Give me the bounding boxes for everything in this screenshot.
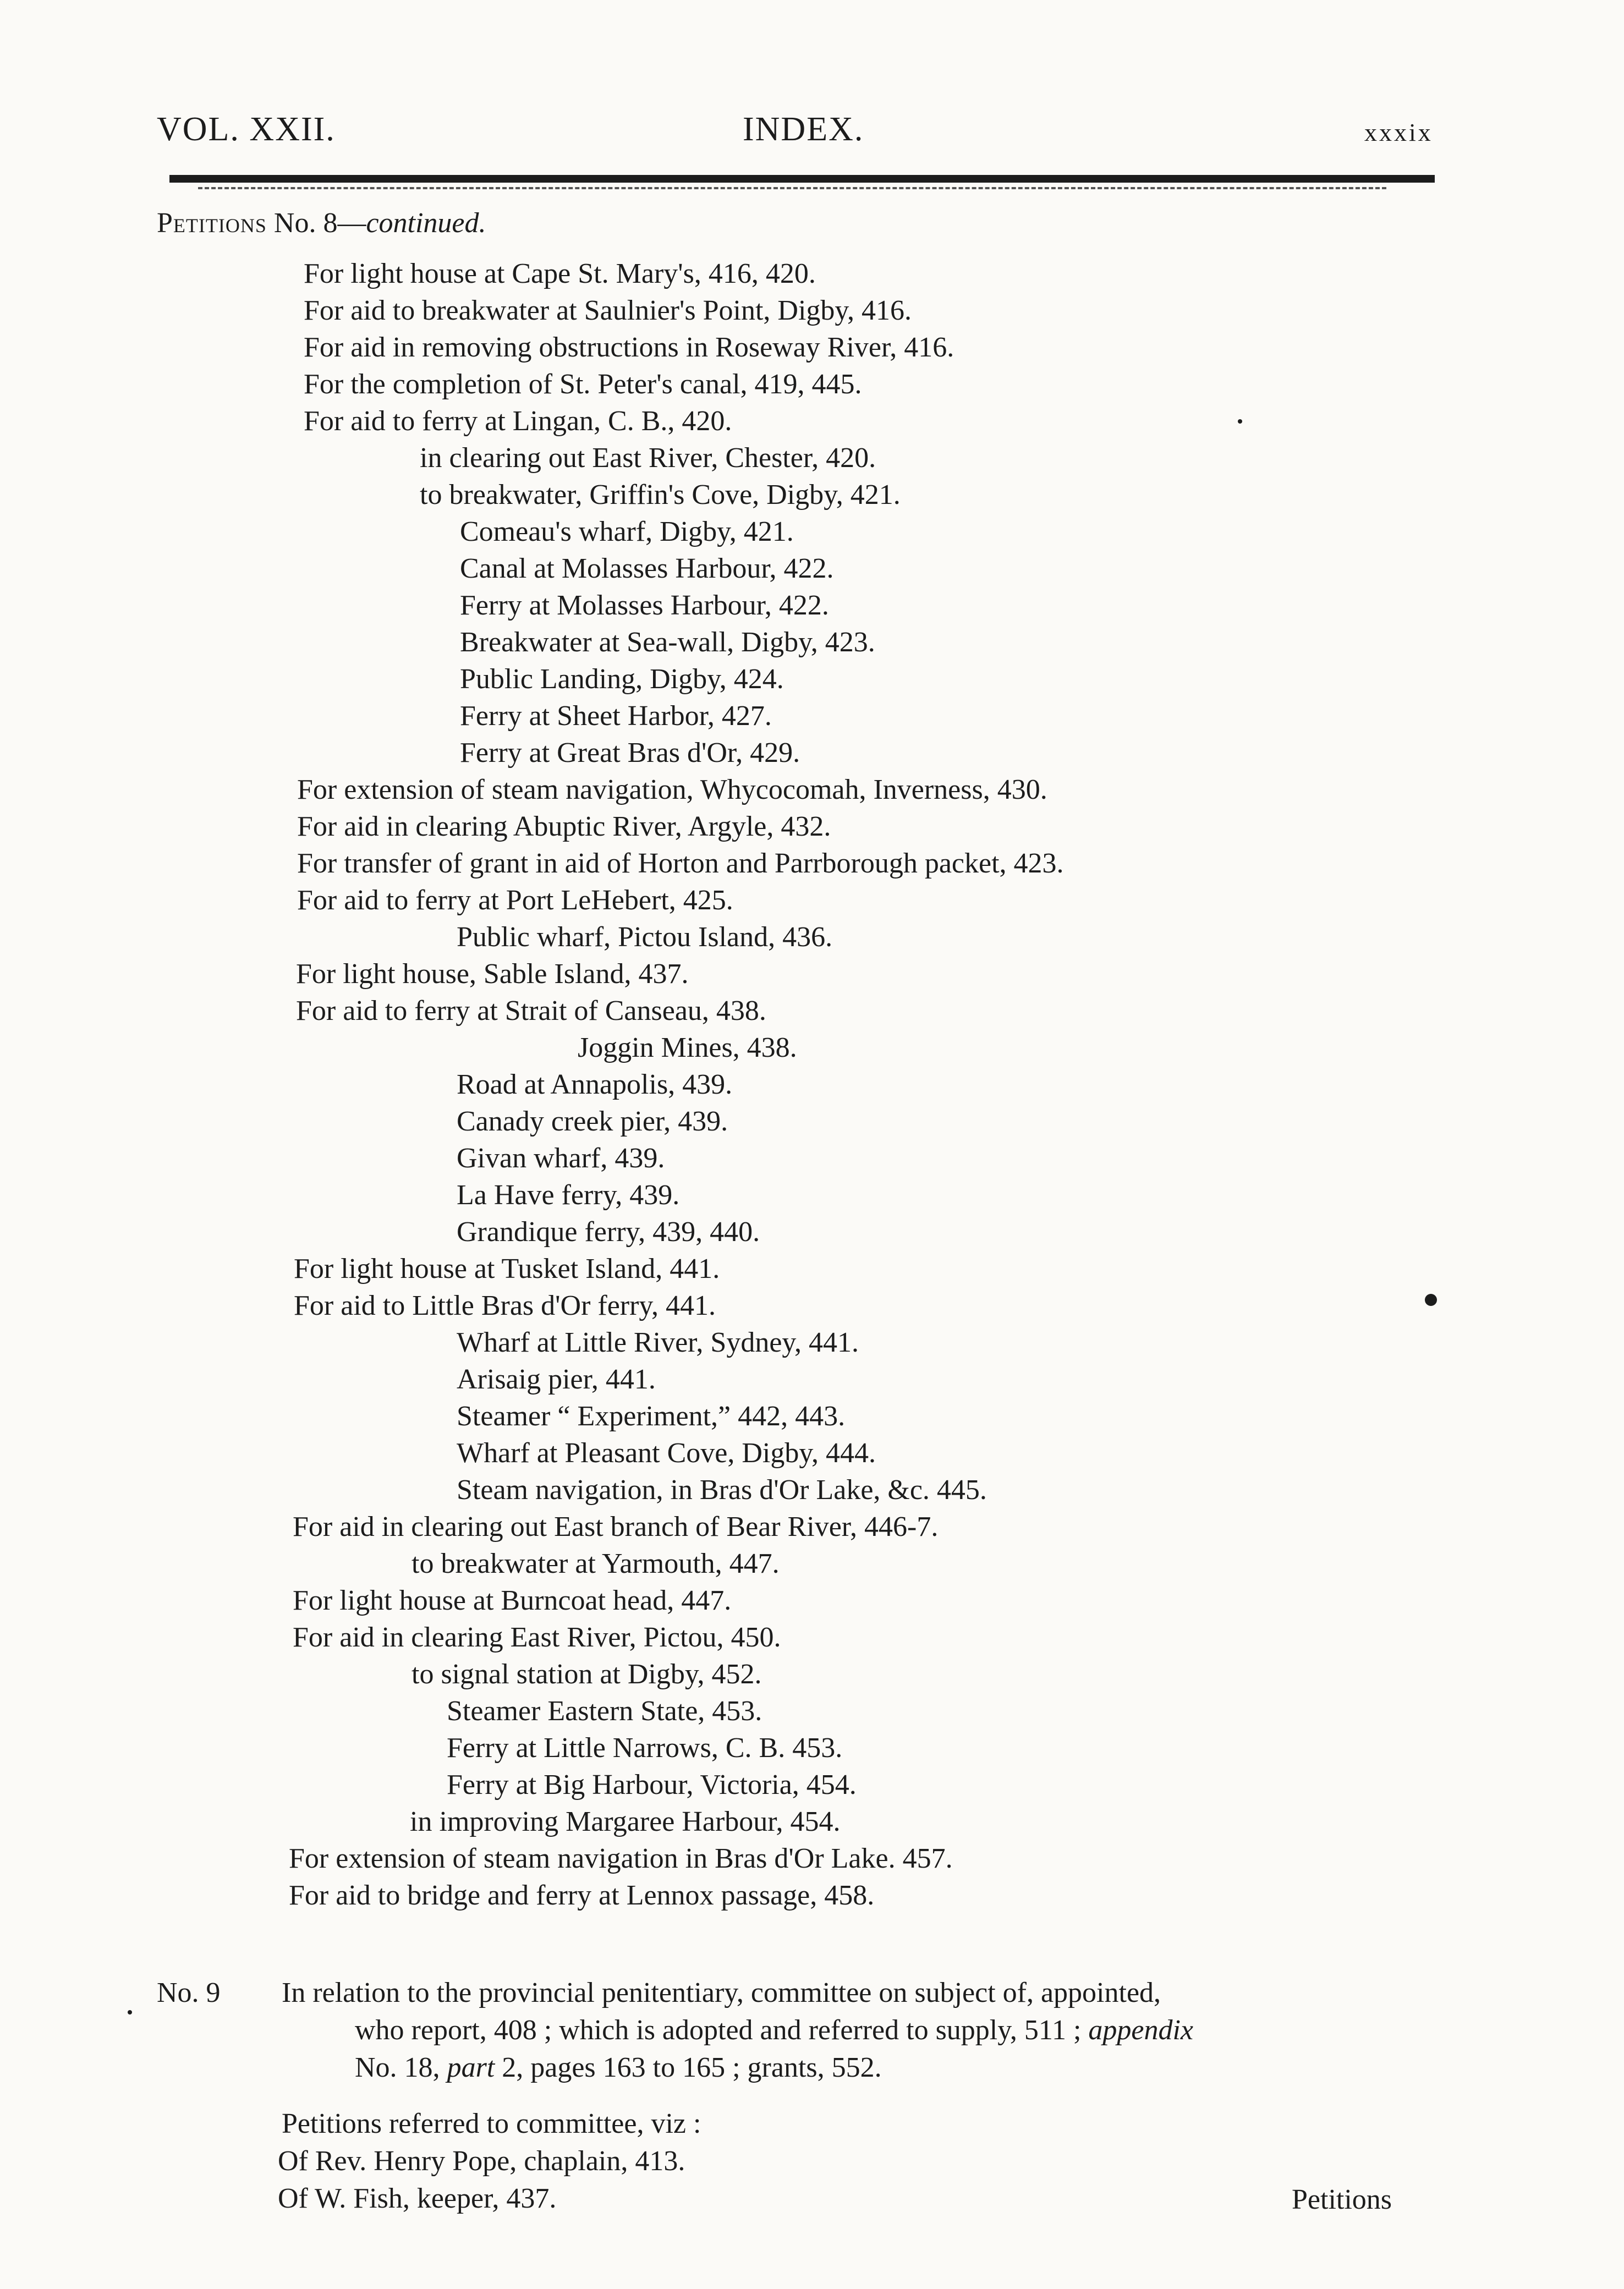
index-entry: Joggin Mines, 438. [578, 1032, 797, 1063]
index-entry: Givan wharf, 439. [457, 1143, 665, 1174]
index-entry: Ferry at Sheet Harbor, 427. [460, 700, 772, 732]
section-label: Petitions [157, 207, 267, 239]
index-entry: Ferry at Big Harbour, Victoria, 454. [447, 1769, 857, 1801]
index-entry: Ferry at Little Narrows, C. B. 453. [447, 1732, 843, 1764]
index-entry: For aid in clearing Abuptic River, Argyle, 432. [297, 811, 831, 842]
entry-text-line: In relation to the provincial penitentiary, committee on subject of, appointed, [282, 1977, 1161, 2008]
index-entry: For transfer of grant in aid of Horton and Parrborough packet, 423. [297, 848, 1064, 879]
index-entry: Public Landing, Digby, 424. [460, 663, 784, 695]
index-entry: For aid to breakwater at Saulnier's Point, Digby, 416. [304, 295, 912, 326]
volume-header: VOL. XXII. [157, 111, 336, 148]
index-entry: For aid to ferry at Strait of Canseau, 438. [296, 995, 766, 1027]
entry-text-line: who report, 408 ; which is adopted and referred to supply, 511 ; appendix [355, 2014, 1193, 2046]
index-entry: Steamer “ Experiment,” 442, 443. [457, 1401, 846, 1432]
index-entry: For aid to Little Bras d'Or ferry, 441. [294, 1290, 716, 1321]
index-entry: For aid to ferry at Port LeHebert, 425. [297, 885, 733, 916]
index-entry: For light house at Cape St. Mary's, 416, 420. [304, 258, 816, 289]
index-entry: For aid in removing obstructions in Roseway River, 416. [304, 332, 954, 363]
catchword: Petitions [1292, 2184, 1392, 2215]
index-entry: Breakwater at Sea-wall, Digby, 423. [460, 627, 875, 658]
index-entry: For light house at Tusket Island, 441. [294, 1253, 720, 1285]
index-entry: For light house, Sable Island, 437. [296, 958, 689, 990]
index-entry: Comeau's wharf, Digby, 421. [460, 516, 794, 547]
index-entry: in clearing out East River, Chester, 420. [420, 442, 876, 474]
entry-text-line: No. 18, part 2, pages 163 to 165 ; grants, 552. [355, 2052, 882, 2083]
page-number: xxxix [1364, 118, 1433, 146]
index-entry: Canal at Molasses Harbour, 422. [460, 553, 834, 584]
index-entry: For the completion of St. Peter's canal, 419, 445. [304, 369, 862, 400]
index-entry: Ferry at Molasses Harbour, 422. [460, 590, 829, 621]
header-dashed-rule [198, 187, 1386, 189]
index-entry: Wharf at Pleasant Cove, Digby, 444. [457, 1437, 876, 1469]
index-entry: For light house at Burncoat head, 447. [293, 1585, 732, 1616]
index-entry: to signal station at Digby, 452. [412, 1659, 762, 1690]
index-entry: La Have ferry, 439. [457, 1179, 680, 1211]
reference-line: Petitions referred to committee, viz : [282, 2108, 701, 2139]
index-entry: Canady creek pier, 439. [457, 1106, 728, 1137]
index-entry: For aid to ferry at Lingan, C. B., 420. [304, 405, 732, 437]
ink-speck [1425, 1294, 1437, 1306]
index-entry: in improving Margaree Harbour, 454. [410, 1806, 841, 1837]
index-entry: Public wharf, Pictou Island, 436. [457, 921, 833, 953]
index-entry: Steam navigation, in Bras d'Or Lake, &c. 445. [457, 1474, 987, 1506]
index-entry: to breakwater, Griffin's Cove, Digby, 421. [420, 479, 901, 511]
section-continued: continued. [366, 207, 486, 239]
index-entry: Wharf at Little River, Sydney, 441. [457, 1327, 859, 1358]
index-entry: For extension of steam navigation in Bras d'Or Lake. 457. [289, 1843, 953, 1874]
reference-line: Of W. Fish, keeper, 437. [278, 2183, 557, 2214]
page-title: INDEX. [743, 111, 864, 148]
section-heading [157, 206, 486, 241]
index-entry: For aid in clearing East River, Pictou, 450. [293, 1622, 781, 1653]
index-entry: Steamer Eastern State, 453. [447, 1695, 762, 1727]
index-entry: to breakwater at Yarmouth, 447. [412, 1548, 780, 1579]
ink-speck [1238, 419, 1242, 424]
header-rule [169, 175, 1435, 183]
index-entry: For aid to bridge and ferry at Lennox passage, 458. [289, 1880, 875, 1911]
index-entry: Road at Annapolis, 439. [457, 1069, 733, 1100]
index-entry: Grandique ferry, 439, 440. [457, 1216, 760, 1248]
reference-line: Of Rev. Henry Pope, chaplain, 413. [278, 2145, 685, 2177]
index-entry: Arisaig pier, 441. [457, 1364, 656, 1395]
index-entry: Ferry at Great Bras d'Or, 429. [460, 737, 800, 769]
entry-number: No. 9 [157, 1977, 221, 2008]
index-entry: For extension of steam navigation, Whycocomah, Inverness, 430. [297, 774, 1047, 805]
section-number: No. 8— [273, 207, 366, 239]
index-entry: For aid in clearing out East branch of Bear River, 446-7. [293, 1511, 939, 1543]
ink-speck [128, 2010, 132, 2014]
